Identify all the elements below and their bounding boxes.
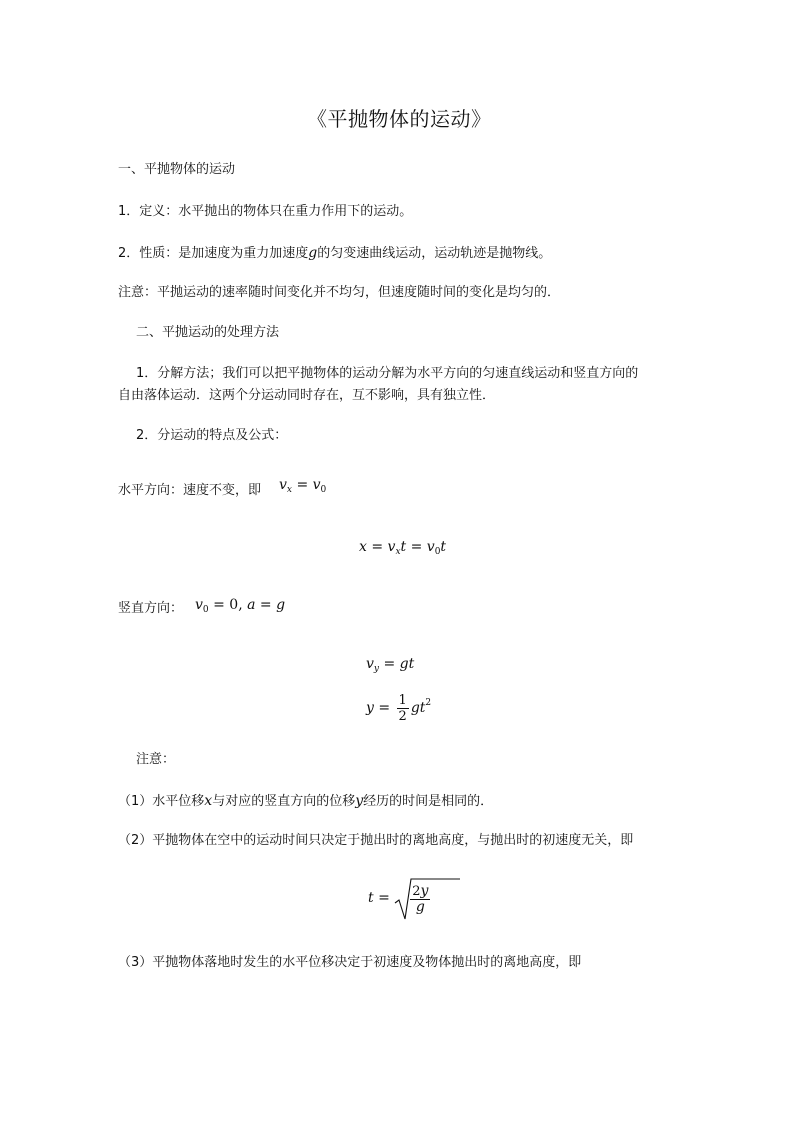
formula-vx-equals-v0: $v_x = v_0$ — [279, 477, 327, 495]
note-1-mid: 与对应的竖直方向的位移 — [212, 794, 356, 809]
horizontal-direction-label: 水平方向：速度不变，即 — [118, 483, 262, 498]
property-text-post: 的匀变速曲线运动，运动轨迹是抛物线。 — [317, 246, 552, 261]
gravity-symbol: g — [308, 245, 318, 261]
page-title: 《平抛物体的运动》 — [307, 107, 492, 131]
note-2: （2）平抛物体在空中的运动时间只决定于抛出时的离地高度，与抛出时的初速度无关，即 — [118, 833, 634, 848]
symbol-y: y — [355, 793, 364, 809]
section-heading-1: 一、平抛物体的运动 — [118, 162, 236, 177]
property-text-pre: 2．性质：是加速度为重力加速度 — [118, 246, 309, 261]
sqrt-radical: $\frac{2y}{g}$ — [394, 877, 432, 919]
formula-intro: 2．分运动的特点及公式： — [136, 428, 288, 443]
section-heading-2: 二、平抛运动的处理方法 — [136, 325, 280, 340]
note-3: （3）平抛物体落地时发生的水平位移决定于初速度及物体抛出时的离地高度，即 — [118, 955, 582, 970]
symbol-x: x — [204, 793, 213, 809]
formula-time-sqrt: t = $\frac{2y}{g}$ — [368, 877, 432, 919]
notes-heading: 注意： — [136, 752, 176, 767]
vertical-direction-label: 竖直方向： — [118, 601, 184, 616]
method-paragraph-line1: 1．分解方法；我们可以把平抛物体的运动分解为水平方向的匀速直线运动和竖直方向的 — [136, 366, 639, 381]
radical-sign — [394, 877, 464, 921]
formula-x-displacement: $x = v_xt = v_0t$ — [359, 539, 447, 557]
method-paragraph-line2: 自由落体运动．这两个分运动同时存在，互不影响，具有独立性． — [118, 388, 496, 403]
note-paragraph: 注意：平抛运动的速率随时间变化并不均匀，但速度随时间的变化是均匀的． — [118, 285, 561, 300]
formula-vy-equals-gt: $v_y$ = gt — [366, 656, 415, 674]
note-1-post: 经历的时间是相同的． — [363, 794, 494, 809]
note-1-pre: （1）水平位移 — [118, 794, 205, 809]
formula-v0-zero-a-g: $v_0 = 0$, a = g — [195, 597, 286, 615]
formula-y-half-gt-squared: y = $\frac{1}{2}$ $gt^2$ — [366, 692, 432, 724]
property-paragraph — [118, 244, 551, 263]
note-1 — [118, 792, 493, 811]
definition-paragraph: 1．定义：水平抛出的物体只在重力作用下的运动。 — [118, 204, 413, 219]
